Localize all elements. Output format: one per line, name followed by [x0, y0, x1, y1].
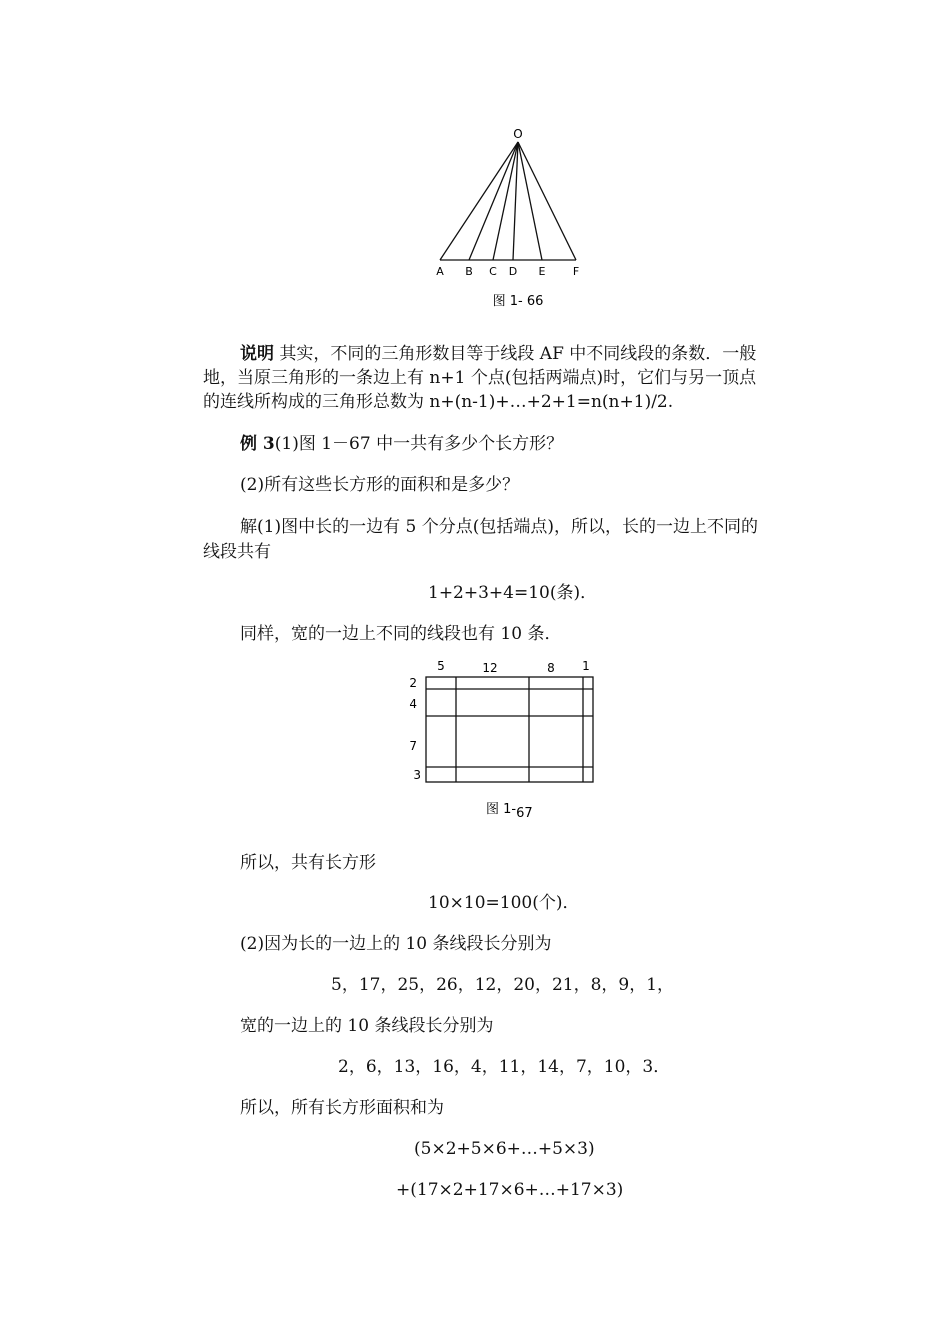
left-label-7: 7 — [409, 739, 417, 753]
solution-formula-1: 1+2+3+4=10(条)． — [428, 583, 598, 603]
left-label-2: 2 — [409, 676, 417, 690]
top-label-8: 8 — [547, 661, 555, 675]
remark-line-3: 的连线所构成的三角形总数为 n+(n-1)+…+2+1=n(n+1)/2. — [203, 392, 674, 412]
segment-of — [518, 142, 576, 260]
label-b: B — [465, 265, 473, 278]
part2-intro-long: (2)因为长的一边上的 10 条线段长分别为 — [240, 934, 552, 954]
label-f: F — [572, 265, 580, 278]
left-label-4: 4 — [409, 697, 417, 711]
top-label-5: 5 — [437, 659, 445, 673]
label-o: O — [513, 127, 523, 141]
label-e: E — [538, 265, 546, 278]
part2-sum-line-2: +(17×2+17×6+…+17×3) — [396, 1180, 624, 1200]
part2-wide-values: 2，6，13，16，4，11，14，7，10，3． — [338, 1057, 671, 1077]
example-3-question-1 — [240, 432, 563, 456]
question-1-text: (1)图 1－67 中一共有多少个长方形？ — [274, 434, 564, 454]
remark-line-1 — [240, 342, 756, 366]
solution-line-1: 解(1)图中长的一边有 5 个分点(包括端点)，所以，长的一边上不同的 — [240, 517, 758, 537]
segment-ob — [469, 142, 518, 260]
figure-caption: 图 1-67 — [486, 802, 533, 821]
example-heading: 例 3 — [240, 434, 275, 454]
part1-formula: 10×10=100(个)． — [428, 893, 580, 913]
figure-1-66 — [420, 120, 610, 315]
top-label-12: 12 — [482, 661, 498, 675]
part1-intro: 所以，共有长方形 — [240, 853, 376, 873]
remark-line-2: 地，当原三角形的一条边上有 n+1 个点(包括两端点)时，它们与另一顶点 — [203, 368, 757, 388]
part2-intro-sum: 所以，所有长方形面积和为 — [240, 1098, 444, 1118]
figure-caption: 图 1- 66 — [492, 294, 544, 309]
label-a: A — [436, 265, 444, 278]
remark-text: 其实，不同的三角形数目等于线段 AF 中不同线段的条数．一般 — [279, 344, 757, 364]
part2-sum-line-1: (5×2+5×6+…+5×3) — [414, 1139, 595, 1159]
part2-long-values: 5，17，25，26，12，20，21，8，9，1， — [331, 975, 675, 995]
solution-line-3: 同样，宽的一边上不同的线段也有 10 条． — [240, 624, 562, 644]
segment-oe — [518, 142, 542, 260]
remark-heading: 说明 — [240, 344, 274, 364]
label-c: C — [489, 265, 497, 278]
solution-line-2: 线段共有 — [203, 542, 271, 562]
example-3-question-2: (2)所有这些长方形的面积和是多少？ — [240, 475, 520, 495]
segment-oa — [440, 142, 518, 260]
outer-rectangle — [426, 677, 593, 782]
top-label-1: 1 — [582, 659, 590, 673]
part2-intro-wide: 宽的一边上的 10 条线段长分别为 — [240, 1016, 494, 1036]
left-label-3: 3 — [413, 768, 421, 782]
label-d: D — [508, 265, 518, 278]
figure-1-67 — [400, 655, 610, 825]
